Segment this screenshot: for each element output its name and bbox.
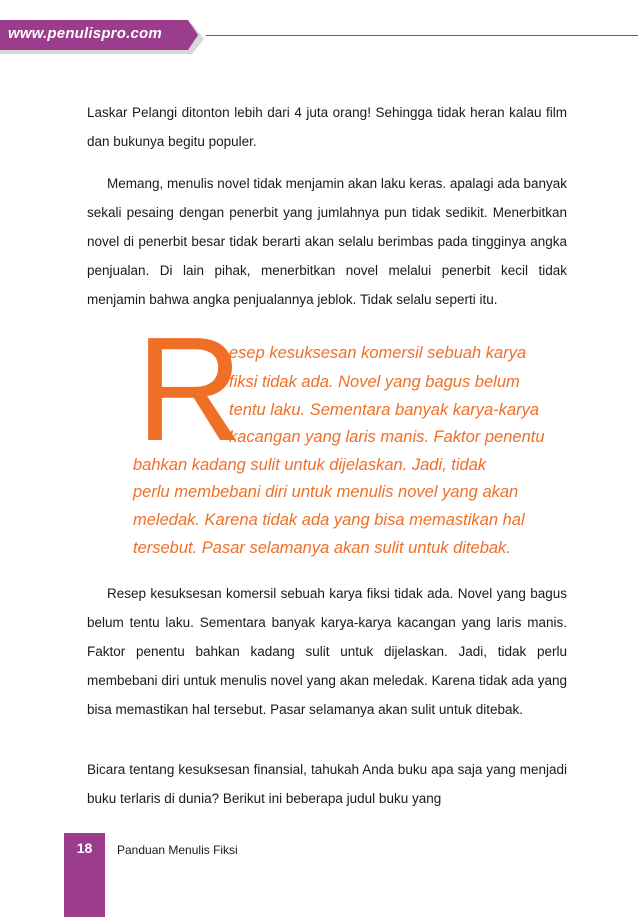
pull-quote-line: meledak. Karena tidak ada yang bisa memastikan hal <box>133 511 525 529</box>
footer-book-title: Panduan Menulis Fiksi <box>117 843 238 857</box>
page-number: 18 <box>76 840 93 856</box>
pull-quote-line: tersebut. Pasar selamanya akan sulit untuk ditebak. <box>133 539 511 557</box>
paragraph-4: Bicara tentang kesuksesan finansial, tahukah Anda buku apa saja yang menjadi buku terlaris di dunia? Berikut ini beberapa judul buku yang <box>87 762 567 806</box>
pull-quote-line: esep kesuksesan komersil sebuah karya <box>229 344 527 362</box>
paragraph-1: Laskar Pelangi ditonton lebih dari 4 juta orang! Sehingga tidak heran kalau film dan bukunya begitu populer. <box>87 105 567 149</box>
pull-quote-line: tentu laku. Sementara banyak karya-karya <box>229 401 539 419</box>
website-label: www.penulispro.com <box>8 25 162 42</box>
pull-quote-line: bahkan kadang sulit untuk dijelaskan. Jadi, tidak <box>133 456 487 474</box>
header-rule <box>206 35 638 36</box>
pull-quote-line: perlu membebani diri untuk menulis novel yang akan <box>133 483 519 501</box>
pull-quote-line: fiksi tidak ada. Novel yang bagus belum <box>229 373 520 391</box>
paragraph-3: Resep kesuksesan komersil sebuah karya fiksi tidak ada. Novel yang bagus belum tentu laku. Sementara banyak karya-karya kacangan yang laris manis. Faktor penentu bahkan kadang sulit untuk dijelaskan. Jadi, tidak perlu membebani diri untuk menulis novel yang akan meledak. Karena tidak ada yang bisa memastikan hal tersebut. Pasar selamanya akan sulit untuk ditebak. <box>87 586 567 717</box>
pull-quote-line: kacangan yang laris manis. Faktor penentu <box>229 428 545 446</box>
paragraph-2: Memang, menulis novel tidak menjamin akan laku keras. apalagi ada banyak sekali pesaing dengan penerbit yang jumlahnya pun tidak sedikit. Menerbitkan novel di penerbit besar tidak berarti akan selalu berimbas pada tingginya angka penjualan. Di lain pihak, menerbitkan novel melalui penerbit kecil tidak menjamin bahwa angka penjualannya jeblok. Tidak selalu seperti itu. <box>87 176 568 307</box>
drop-cap: R <box>136 307 243 472</box>
